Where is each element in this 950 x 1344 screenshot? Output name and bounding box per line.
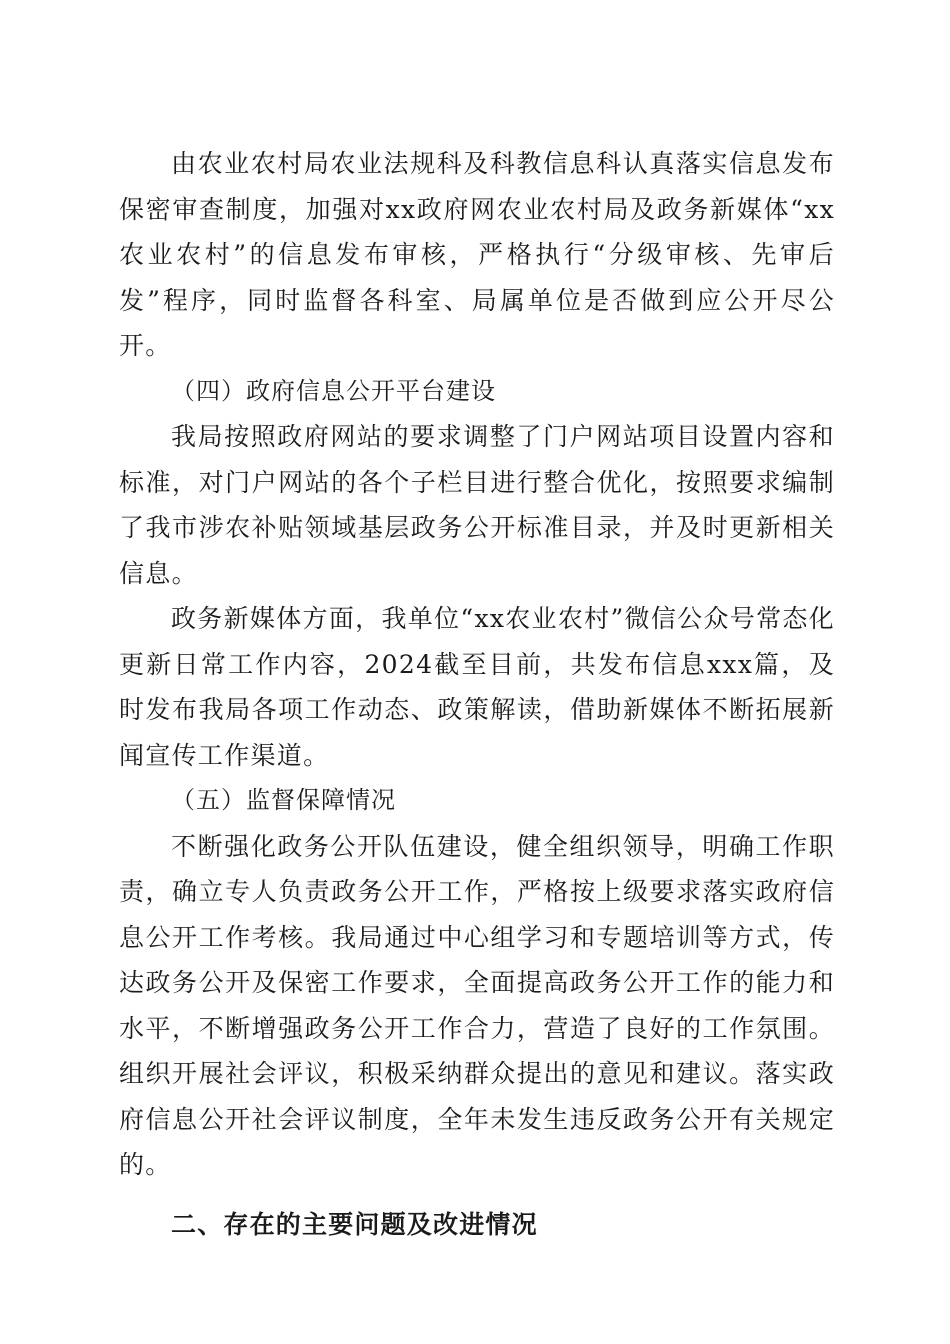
paragraph-info-release-review: 由农业农村局农业法规科及科教信息科认真落实信息发布保密审查制度，加强对xx政府网农业农村局及政务新媒体“xx农业农村”的信息发布审核，严格执行“分级审核、先审后发”程序，同时监督各科室、局属单位是否做到应公开尽公开。 — [119, 149, 835, 360]
subheading-supervision: （五）监督保障情况 — [171, 786, 396, 814]
paragraph-team-building: 不断强化政务公开队伍建设，健全组织领导，明确工作职责，确立专人负责政务公开工作，严格按上级要求落实政府信息公开工作考核。我局通过中心组学习和专题培训等方式，传达政务公开及保密工作要求，全面提高政务公开工作的能力和水平，不断增强政务公开工作合力，营造了良好的工作氛围。组织开展社会评议，积极采纳群众提出的意见和建议。落实政府信息公开社会评议制度，全年未发生违反政务公开有关规定的。 — [119, 831, 835, 1179]
paragraph-new-media: 政务新媒体方面，我单位“xx农业农村”微信公众号常态化更新日常工作内容，2024截至目前，共发布信息xxx篇，及时发布我局各项工作动态、政策解读，借助新媒体不断拓展新闻宣传工作渠道。 — [119, 604, 835, 770]
paragraph-portal-website: 我局按照政府网站的要求调整了门户网站项目设置内容和标准，对门户网站的各个子栏目进行整合优化，按照要求编制了我市涉农补贴领域基层政务公开标准目录，并及时更新相关信息。 — [119, 422, 835, 588]
subheading-platform-construction: （四）政府信息公开平台建设 — [171, 376, 496, 405]
section-heading-problems: 二、存在的主要问题及改进情况 — [171, 1209, 538, 1239]
document-body — [119, 141, 835, 1247]
